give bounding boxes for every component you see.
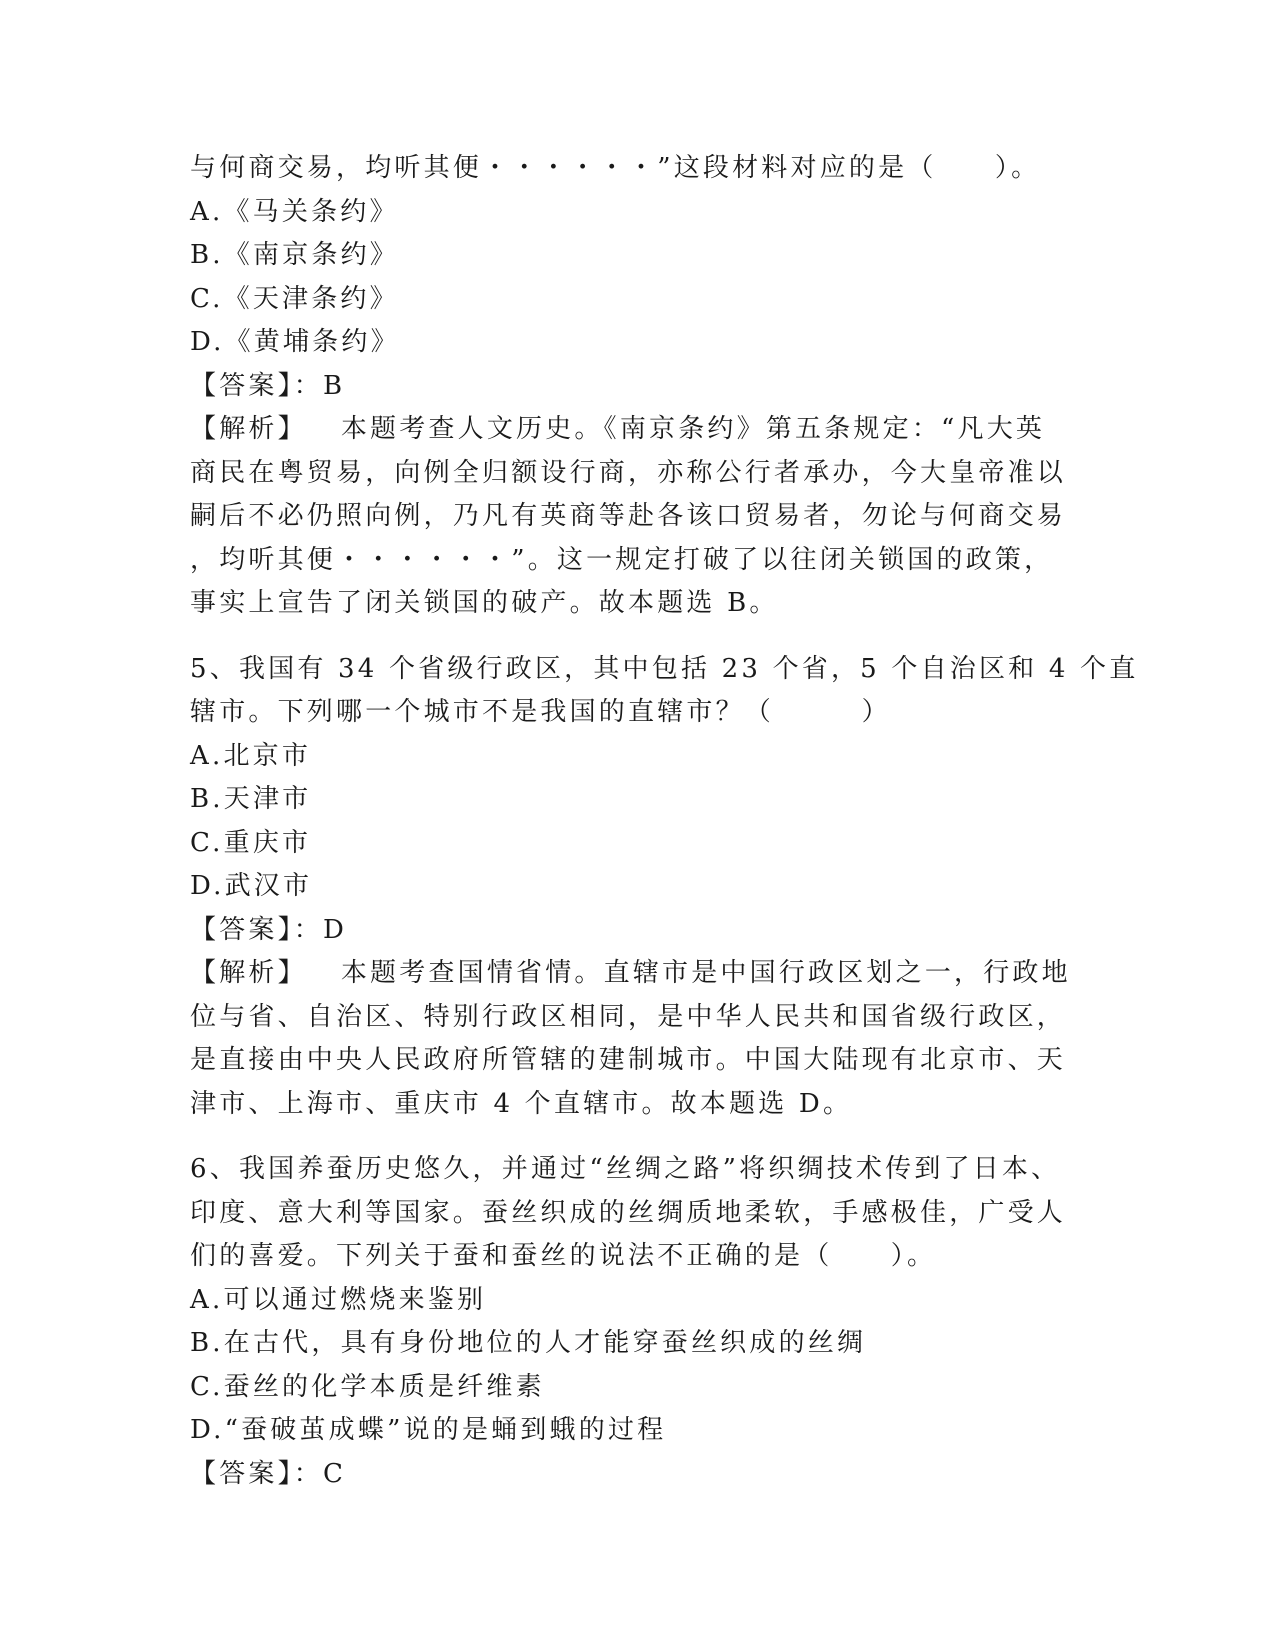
option-b: B.天津市 [190, 784, 312, 814]
question-stem-line: 辖市。下列哪一个城市不是我国的直辖市？（ ） [190, 697, 891, 727]
option-a: A.北京市 [190, 740, 312, 771]
analysis-line: 津市、上海市、重庆市 4 个直辖市。故本题选 D。 [190, 1088, 853, 1119]
analysis-line [190, 408, 1090, 452]
option-d: D.《黄埔条约》 [190, 327, 400, 357]
analysis-line: 位与省、自治区、特别行政区相同，是中华人民共和国省级行政区， [190, 1001, 1067, 1032]
question-stem-line: 5、我国有 34 个省级行政区，其中包括 23 个省，5 个自治区和 4 个直 [190, 653, 1139, 684]
analysis-text: 本题考查国情省情。直辖市是中国行政区划之一，行政地 [340, 958, 1071, 988]
question-4 [190, 147, 1090, 626]
answer-line: 【答案】：D [190, 914, 348, 945]
analysis-line: 商民在粤贸易，向例全归额设行商，亦称公行者承办，今大皇帝准以 [190, 457, 1067, 488]
document-page [190, 147, 1139, 1496]
option-b: B.在古代，具有身份地位的人才能穿蚕丝织成的丝绸 [190, 1328, 867, 1358]
answer-line: 【答案】：B [190, 370, 346, 401]
option-d: D.武汉市 [190, 871, 313, 901]
analysis-line: 是直接由中央人民政府所管辖的建制城市。中国大陆现有北京市、天 [190, 1045, 1067, 1075]
question-stem-line: 印度、意大利等国家。蚕丝织成的丝绸质地柔软，手感极佳，广受人 [190, 1197, 1067, 1228]
option-c: C.《天津条约》 [190, 283, 399, 314]
option-c: C.重庆市 [190, 827, 312, 858]
analysis-label: 【解析】 [190, 414, 307, 444]
analysis-text: 本题考查人文历史。《南京条约》第五条规定：“凡大英 [340, 414, 1046, 444]
question-stem-line: 与何商交易，均听其便・・・・・・”这段材料对应的是（ ）。 [190, 153, 1041, 183]
analysis-line: 嗣后不必仍照向例，乃凡有英商等赴各该口贸易者，勿论与何商交易 [190, 501, 1067, 531]
question-stem-line: 6、我国养蚕历史悠久，并通过“丝绸之路”将织绸技术传到了日本、 [190, 1154, 1061, 1184]
answer-line: 【答案】：C [190, 1458, 347, 1489]
analysis-label: 【解析】 [190, 958, 307, 988]
option-d: D.“蚕破茧成蝶”说的是蛹到蛾的过程 [190, 1415, 667, 1445]
analysis-line [190, 952, 1090, 996]
option-b: B.《南京条约》 [190, 240, 399, 270]
question-stem-line: 们的喜爱。下列关于蚕和蚕丝的说法不正确的是（ ）。 [190, 1241, 937, 1271]
option-c: C.蚕丝的化学本质是纤维素 [190, 1371, 545, 1402]
analysis-line: ，均听其便・・・・・・”。这一规定打破了以往闭关锁国的政策， [190, 544, 1054, 575]
question-5 [190, 648, 1139, 1127]
question-6 [190, 1148, 1090, 1496]
analysis-line: 事实上宣告了闭关锁国的破产。故本题选 B。 [190, 588, 779, 618]
option-a: A.《马关条约》 [190, 196, 399, 227]
option-a: A.可以通过燃烧来鉴别 [190, 1284, 487, 1315]
